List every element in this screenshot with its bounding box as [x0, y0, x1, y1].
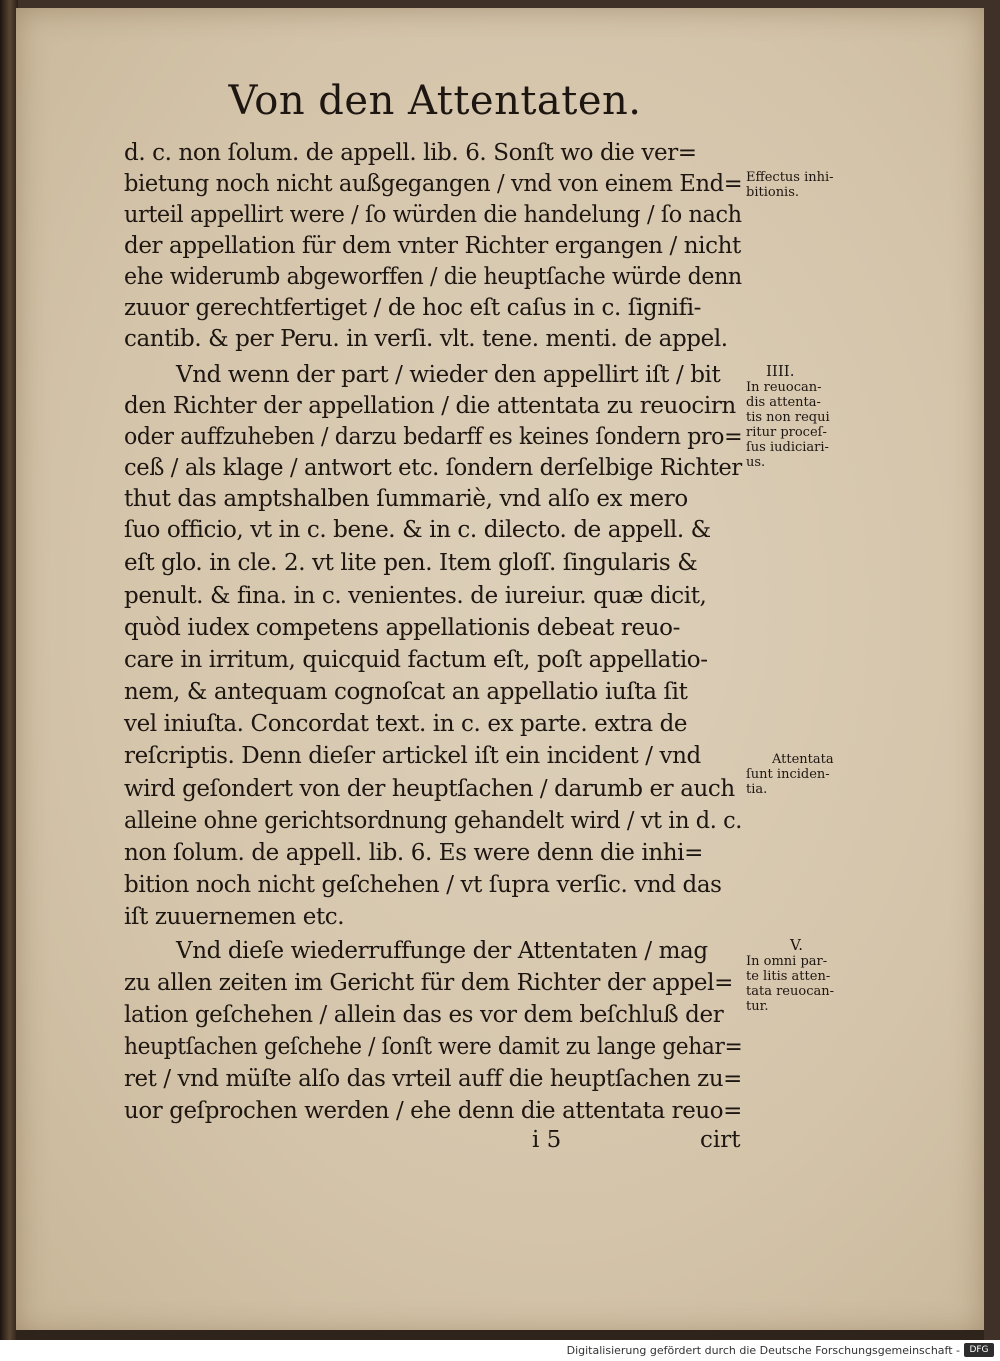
- text-line: Vnd dieſe wiederruffunge der Attentaten / mag: [176, 938, 708, 964]
- marginal-note-line: dis attenta-: [746, 395, 821, 410]
- text-line: der appellation für dem vnter Richter ergangen / nicht: [124, 233, 741, 259]
- text-line: penult. & fina. in c. venientes. de iureiur. quæ dicit,: [124, 583, 707, 609]
- marginal-note-line: ſunt inciden-: [746, 767, 830, 782]
- text-line: urteil appellirt were / ſo würden die handelung / ſo nach: [124, 202, 742, 228]
- marginal-note: [746, 752, 876, 797]
- footer-bar: [0, 1340, 1000, 1361]
- text-line: quòd iudex competens appellationis debeat reuo-: [124, 615, 680, 641]
- marginal-note-line: te litis atten-: [746, 969, 831, 984]
- marginal-note-line: tata reuocan-: [746, 984, 834, 999]
- marginal-note-line: tur.: [746, 999, 769, 1014]
- text-line: ſuo officio, vt in c. bene. & in c. dilecto. de appell. &: [124, 517, 711, 543]
- dfg-logo: DFG: [964, 1343, 994, 1357]
- text-line: Vnd wenn der part / wieder den appellirt iſt / bit: [176, 362, 721, 388]
- text-line: eſt glo. in cle. 2. vt lite pen. Item gloſſ. ſingularis &: [124, 550, 698, 576]
- marginal-note-line: tis non requi: [746, 410, 830, 425]
- page-bottom-edge: [16, 1330, 984, 1340]
- marginal-note-line: In reuocan-: [746, 380, 822, 395]
- marginal-note-line: tia.: [746, 782, 768, 797]
- signature-mark: i 5: [532, 1127, 562, 1153]
- text-line: zuuor gerechtfertiget / de hoc eſt caſus in c. ſignifi-: [124, 295, 702, 321]
- marginal-note-line: ſus iudiciari-: [746, 440, 829, 455]
- text-line: bietung noch nicht außgegangen / vnd von einem End=: [124, 171, 743, 197]
- marginal-note: [746, 362, 876, 470]
- text-line: uor geſprochen werden / ehe denn die attentata reuo=: [124, 1098, 742, 1124]
- marginal-note-number: IIII.: [766, 362, 795, 380]
- text-line: alleine ohne gerichtsordnung gehandelt wird / vt in d. c.: [124, 808, 743, 834]
- text-line: zu allen zeiten im Gericht für dem Richter der appel=: [124, 970, 733, 996]
- text-line: thut das amptshalben ſummariè, vnd alſo ex mero: [124, 486, 688, 512]
- marginal-note-line: Effectus inhi-: [746, 170, 834, 185]
- marginal-note-line: In omni par-: [746, 954, 828, 969]
- marginal-note-line: ritur proceſ-: [746, 425, 827, 440]
- marginal-note-number: V.: [790, 936, 803, 954]
- text-line: lation geſchehen / allein das es vor dem beſchluß der: [124, 1002, 724, 1028]
- text-line: oder auffzuheben / darzu bedarff es keines ſondern pro=: [124, 424, 743, 450]
- text-line: nem, & antequam cognoſcat an appellatio iuſta ſit: [124, 679, 688, 705]
- text-line: non ſolum. de appell. lib. 6. Es were denn die inhi=: [124, 840, 704, 866]
- text-line: cantib. & per Peru. in verſi. vlt. tene. menti. de appel.: [124, 326, 728, 352]
- marginal-note-line: Attentata: [772, 752, 834, 767]
- text-line: heuptſachen geſchehe / ſonſt were damit zu lange gehar=: [124, 1034, 743, 1060]
- text-line: care in irritum, quicquid factum eſt, poſt appellatio-: [124, 647, 708, 673]
- text-line: ceß / als klage / antwort etc. ſondern derſelbige Richter: [124, 455, 742, 481]
- text-line: iſt zuuernemen etc.: [124, 904, 345, 930]
- text-line: ehe widerumb abgeworffen / die heuptſache würde denn: [124, 264, 742, 290]
- marginal-note-line: us.: [746, 455, 766, 470]
- catchword: cirt: [700, 1127, 741, 1153]
- text-line: reſcriptis. Denn dieſer artickel iſt ein incident / vnd: [124, 743, 701, 769]
- text-line: wird geſondert von der heuptſachen / darumb er auch: [124, 776, 735, 802]
- marginal-note: [746, 170, 876, 200]
- text-line: d. c. non ſolum. de appell. lib. 6. Sonſt wo die ver=: [124, 140, 697, 166]
- text-line: den Richter der appellation / die attentata zu reuocirn: [124, 393, 736, 419]
- text-line: bition noch nicht geſchehen / vt ſupra verſic. vnd das: [124, 872, 722, 898]
- funding-notice: Digitalisierung gefördert durch die Deutsche Forschungsgemeinschaft -: [566, 1344, 960, 1357]
- text-line: vel iniuſta. Concordat text. in c. ex parte. extra de: [124, 711, 688, 737]
- marginal-note-line: bitionis.: [746, 185, 800, 200]
- marginal-note: [746, 936, 876, 1014]
- page-heading: Von den Attentaten.: [228, 78, 642, 124]
- text-line: ret / vnd müſte alſo das vrteil auff die heuptſachen zu=: [124, 1066, 742, 1092]
